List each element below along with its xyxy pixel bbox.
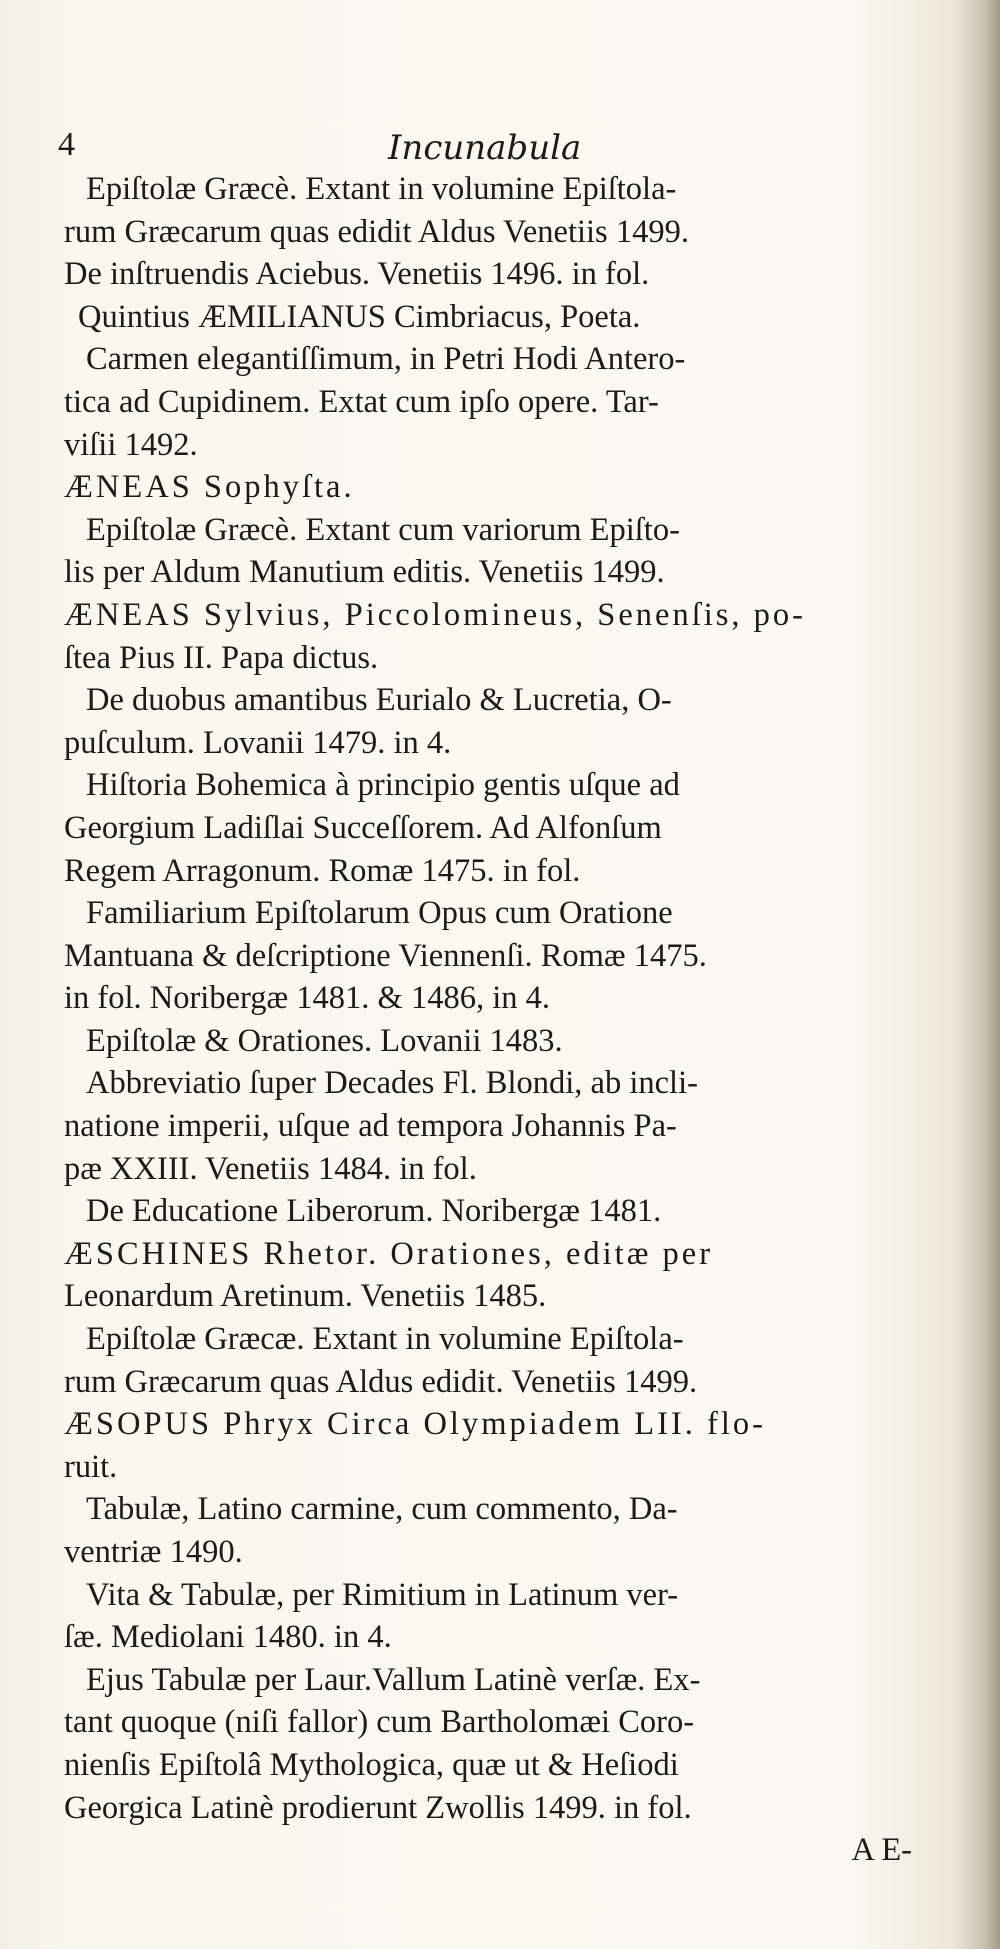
text-line: Epiſtolæ Græcè. Extant in volumine Epiſtola- [86, 171, 677, 207]
text-line: Epiſtolæ Græcæ. Extant in volumine Epiſtola- [86, 1321, 684, 1358]
text-line: Epiſtolæ Græcè. Extant cum variorum Epiſto- [86, 511, 680, 548]
text-line: ÆNEAS Sophyſta. [64, 469, 355, 506]
text-line: Leonardum Aretinum. Venetiis 1485. [64, 1278, 547, 1315]
text-line: ÆSCHINES Rhetor. Orationes, editæ per [64, 1235, 714, 1272]
text-line: Georgica Latinè prodierunt Zwollis 1499. in fol. [64, 1789, 692, 1826]
page-number: 4 [58, 126, 75, 163]
text-line: Hiſtoria Bohemica à principio gentis uſque ad [86, 767, 680, 804]
text-line: ruit. [64, 1448, 118, 1485]
text-line: ſæ. Mediolani 1480. in 4. [64, 1619, 392, 1656]
catchword: A E- [851, 1832, 912, 1869]
text-line: nienſis Epiſtolâ Mythologica, quæ ut & Heſiodi [64, 1746, 679, 1783]
text-line: Carmen elegantiſſimum, in Petri Hodi Antero- [86, 341, 686, 378]
text-line: De Educatione Liberorum. Noribergæ 1481. [86, 1193, 662, 1230]
text-line: ſtea Pius II. Papa dictus. [64, 639, 379, 676]
text-line: De duobus amantibus Eurialo & Lucretia, O- [86, 682, 672, 719]
text-line: Ejus Tabulæ per Laur.Vallum Latinè verſæ. Ex- [86, 1661, 701, 1698]
text-line: Abbreviatio ſuper Decades Fl. Blondi, ab incli- [86, 1065, 698, 1102]
text-line: natione imperii, uſque ad tempora Johannis Pa- [64, 1108, 677, 1145]
text-body [64, 168, 924, 1872]
text-line: Mantuana & deſcriptione Viennenſi. Romæ 1475. [64, 937, 707, 974]
text-line: ÆNEAS Sylvius, Piccolomineus, Senenſis, po- [64, 596, 806, 633]
text-line: Epiſtolæ & Orationes. Lovanii 1483. [86, 1022, 563, 1059]
text-line: Vita & Tabulæ, per Rimitium in Latinum ver- [86, 1576, 679, 1613]
text-line: ventriæ 1490. [64, 1534, 243, 1570]
text-line: Tabulæ, Latino carmine, cum commento, Da- [86, 1491, 678, 1528]
text-line: lis per Aldum Manutium editis. Venetiis 1499. [64, 554, 665, 591]
text-line: tant quoque (niſi fallor) cum Bartholomæi Coro- [64, 1704, 695, 1741]
text-line: viſii 1492. [64, 426, 198, 463]
text-line: De inſtruendis Aciebus. Venetiis 1496. in fol. [64, 256, 650, 293]
text-line: puſculum. Lovanii 1479. in 4. [64, 724, 452, 761]
text-line: Regem Arragonum. Romæ 1475. in fol. [64, 852, 581, 889]
text-line: tica ad Cupidinem. Extat cum ipſo opere. Tar- [64, 383, 659, 420]
spine-shadow [952, 0, 1000, 1949]
text-line: Georgium Ladiſlai Succeſſorem. Ad Alfonſum [64, 809, 662, 846]
text-line: in fol. Noribergæ 1481. & 1486, in 4. [64, 980, 550, 1017]
running-title: Incunabula [388, 128, 582, 168]
text-line: ÆSOPUS Phryx Circa Olympiadem LII. flo- [64, 1406, 766, 1443]
text-line: rum Græcarum quas edidit Aldus Venetiis 1499. [64, 213, 689, 250]
text-line: pæ XXIII. Venetiis 1484. in fol. [64, 1150, 477, 1187]
page-header [58, 118, 918, 168]
text-line: Familiarium Epiſtolarum Opus cum Oratione [86, 895, 673, 932]
text-line: rum Græcarum quas Aldus edidit. Venetiis 1499. [64, 1363, 698, 1400]
text-line: Quintius ÆMILIANUS Cimbriacus, Poeta. [78, 298, 641, 335]
